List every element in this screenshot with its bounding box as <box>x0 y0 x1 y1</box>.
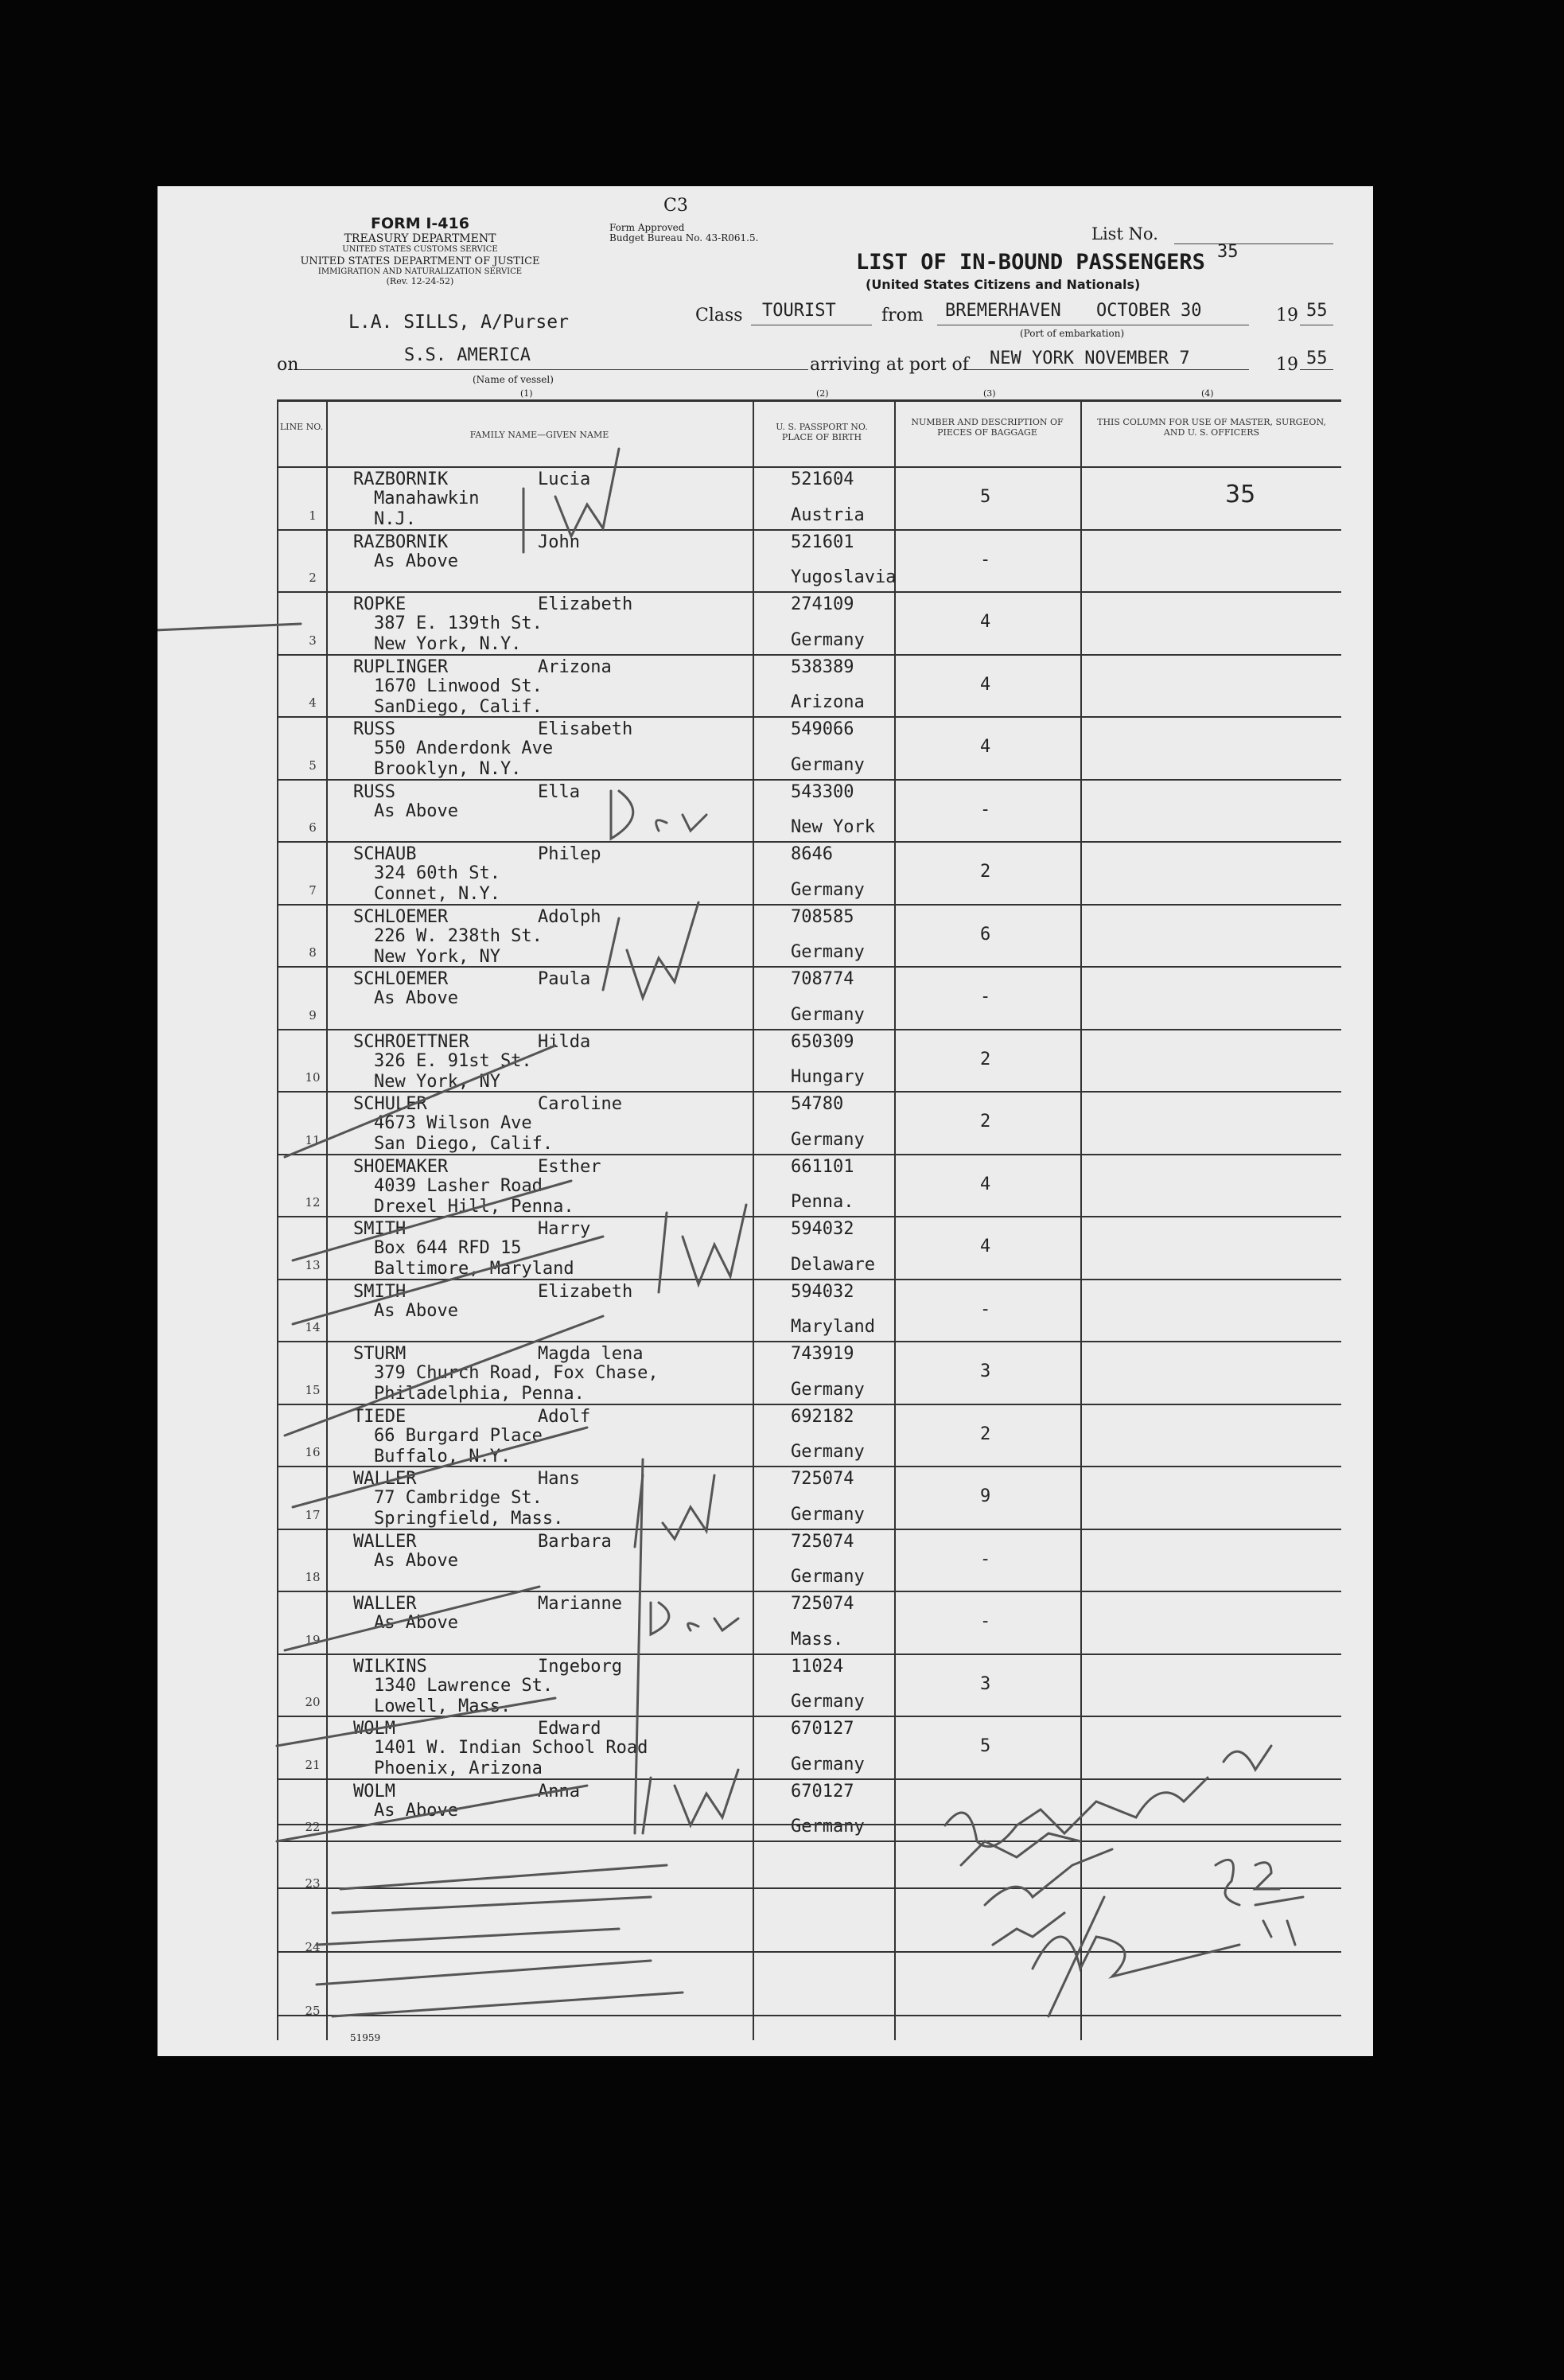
form-dept-ins: IMMIGRATION AND NATURALIZATION SERVICE <box>317 267 523 276</box>
passport-number: 650309 <box>791 1031 854 1052</box>
baggage-count: 2 <box>980 1424 991 1444</box>
given-name: Marianne <box>538 1594 622 1614</box>
family-name: WALLER <box>353 1469 417 1489</box>
baggage-count: 5 <box>980 1736 991 1756</box>
baggage-count: 2 <box>980 1112 991 1132</box>
address-line: 324 60th St. <box>374 863 500 883</box>
address-line: As Above <box>374 800 458 821</box>
family-name: WALLER <box>353 1531 417 1552</box>
line-number: 15 <box>305 1382 321 1397</box>
address-line: Buffalo, N.Y. <box>374 1446 512 1467</box>
line-number: 19 <box>305 1632 321 1647</box>
given-name: John <box>538 532 580 552</box>
family-name: ROPKE <box>353 594 407 614</box>
address-line: Drexel Hill, Penna. <box>374 1196 574 1217</box>
place-of-birth: Mass. <box>791 1629 844 1650</box>
port-of-embarkation-caption: (Port of embarkation) <box>1020 328 1125 339</box>
family-name: WOLM <box>353 1719 395 1739</box>
place-of-birth: Germany <box>791 629 865 650</box>
line-number: 6 <box>309 820 317 835</box>
baggage-count: - <box>980 987 991 1007</box>
given-name: Hans <box>538 1469 580 1489</box>
baggage-count: - <box>980 799 991 820</box>
address-line: San Diego, Calif. <box>374 1134 554 1154</box>
address-line: 326 E. 91st St. <box>374 1050 532 1071</box>
baggage-count: 3 <box>980 1361 991 1381</box>
place-of-birth: Germany <box>791 754 865 775</box>
arrival-year-underline <box>1300 369 1333 370</box>
given-name: Ella <box>538 781 580 802</box>
table-row <box>158 1029 1373 1092</box>
address-line: 77 Cambridge St. <box>374 1488 543 1508</box>
form-name: FORM I-416 <box>371 215 469 232</box>
place-of-birth: Arizona <box>791 692 865 712</box>
col-header-line-no: LINE NO. <box>279 422 324 432</box>
baggage-count: - <box>980 1548 991 1569</box>
place-of-birth: Germany <box>791 1379 865 1400</box>
family-name: WOLM <box>353 1781 395 1802</box>
arrival-year-prefix: 19 <box>1276 355 1298 375</box>
baggage-count: 4 <box>980 1237 991 1256</box>
row-rule <box>277 1887 1341 1889</box>
place-of-birth: Germany <box>791 1817 865 1837</box>
line-number: 17 <box>305 1507 321 1522</box>
tally-stroke <box>340 1865 667 1889</box>
given-name: Barbara <box>538 1531 612 1552</box>
from-label: from <box>881 306 924 325</box>
baggage-count: 4 <box>980 1174 991 1194</box>
time-annotation <box>1216 1860 1303 1945</box>
passport-number: 594032 <box>791 1219 854 1239</box>
family-name: WALLER <box>353 1594 417 1614</box>
tally-stroke <box>317 1961 651 1985</box>
arrival-year: 55 <box>1306 349 1328 368</box>
row-rule <box>277 1951 1341 1953</box>
arriving-underline <box>967 369 1249 370</box>
passport-number: 549066 <box>791 719 854 739</box>
row-rule <box>277 1824 1341 1825</box>
given-name: Caroline <box>538 1094 622 1114</box>
family-name: SCHULER <box>353 1094 427 1114</box>
address-line: 550 Anderdonk Ave <box>374 738 554 758</box>
given-name: Hilda <box>538 1031 591 1052</box>
passport-number: 661101 <box>791 1156 854 1177</box>
given-name: Elizabeth <box>538 1281 633 1302</box>
family-name: SMITH <box>353 1281 407 1302</box>
place-of-birth: Germany <box>791 1692 865 1712</box>
family-name: SCHLOEMER <box>353 969 449 989</box>
address-line: Phoenix, Arizona <box>374 1759 543 1778</box>
passport-number: 538389 <box>791 656 854 677</box>
row-rule <box>277 1841 1341 1842</box>
line-number: 13 <box>305 1257 321 1272</box>
passport-number: 743919 <box>791 1344 854 1364</box>
place-of-birth: Germany <box>791 1442 865 1462</box>
vessel-underline <box>298 369 808 370</box>
baggage-count: - <box>980 549 991 570</box>
address-line: 4673 Wilson Ave <box>374 1113 532 1133</box>
class-value: TOURIST <box>762 301 836 321</box>
address-line: N.J. <box>374 509 416 529</box>
given-name: Elizabeth <box>538 594 633 614</box>
vessel-caption: (Name of vessel) <box>473 374 554 385</box>
form-revision: (Rev. 12-24-52) <box>386 276 454 286</box>
address-line: 226 W. 238th St. <box>374 925 543 946</box>
line-number: 14 <box>305 1320 321 1334</box>
given-name: Anna <box>538 1781 580 1802</box>
table-row <box>158 1404 1373 1467</box>
baggage-count: 9 <box>980 1486 991 1506</box>
inspector-signature <box>993 1913 1064 1945</box>
family-name: RAZBORNIK <box>353 532 449 552</box>
line-number: 3 <box>309 633 317 648</box>
line-number: 25 <box>305 2004 321 2018</box>
passport-number: 725074 <box>791 1531 854 1552</box>
table-row <box>158 1716 1373 1778</box>
table-row <box>158 1529 1373 1591</box>
place-of-birth: Austria <box>791 504 865 525</box>
address-line: New York, NY <box>374 1071 500 1092</box>
from-date: OCTOBER 30 <box>1096 301 1202 321</box>
line-number: 9 <box>309 1007 317 1023</box>
column-number-3: (3) <box>983 388 996 399</box>
tally-stroke <box>317 1929 619 1945</box>
column-number-2: (2) <box>816 388 829 399</box>
table-row <box>158 1654 1373 1716</box>
form-dept-customs: UNITED STATES CUSTOMS SERVICE <box>342 245 498 254</box>
line-number: 23 <box>305 1876 321 1891</box>
tally-stroke <box>333 1897 651 1913</box>
form-block <box>261 215 579 286</box>
passport-number: 274109 <box>791 594 854 614</box>
on-label: on <box>277 355 299 375</box>
officer-note: 35 <box>1225 481 1256 508</box>
table-bottom-rule <box>277 2015 1341 2016</box>
passport-number: 521604 <box>791 469 854 489</box>
passport-number: 11024 <box>791 1656 844 1677</box>
line-number: 10 <box>305 1070 321 1085</box>
table-row <box>158 1341 1373 1404</box>
list-no-value: 35 <box>1217 242 1239 262</box>
given-name: Magda lena <box>538 1344 644 1364</box>
line-number: 5 <box>309 758 317 773</box>
address-line: Connet, N.Y. <box>374 884 500 904</box>
address-line: As Above <box>374 988 458 1008</box>
place-of-birth: Germany <box>791 1754 865 1774</box>
table-row <box>158 1091 1373 1154</box>
baggage-count: 4 <box>980 674 991 695</box>
address-line: As Above <box>374 1300 458 1321</box>
given-name: Edward <box>538 1719 601 1739</box>
table-row <box>158 1279 1373 1342</box>
table-row <box>158 529 1373 592</box>
form-dept-treasury: TREASURY DEPARTMENT <box>344 232 496 245</box>
address-line: As Above <box>374 1613 458 1633</box>
given-name: Harry <box>538 1219 591 1239</box>
passport-number: 521601 <box>791 532 854 552</box>
baggage-count: - <box>980 1611 991 1631</box>
line-number: 21 <box>305 1757 321 1772</box>
family-name: RUSS <box>353 781 395 802</box>
family-name: SCHAUB <box>353 844 417 864</box>
table-row <box>158 716 1373 779</box>
place-of-birth: Yugoslavia <box>791 567 897 587</box>
table-row <box>158 1216 1373 1279</box>
address-line: 1340 Lawrence St. <box>374 1675 554 1696</box>
place-of-birth: Penna. <box>791 1192 854 1212</box>
passport-number: 594032 <box>791 1281 854 1302</box>
family-name: STURM <box>353 1344 407 1364</box>
line-number: 24 <box>305 1940 321 1954</box>
line-number: 4 <box>309 695 317 710</box>
approval-line-2: Budget Bureau No. 43-R061.5. <box>609 232 759 243</box>
table-row <box>158 841 1373 904</box>
address-line: Manahawkin <box>374 489 480 508</box>
passport-number: 8646 <box>791 844 833 864</box>
passport-number: 54780 <box>791 1094 844 1114</box>
table-row <box>158 966 1373 1029</box>
arriving-label: arriving at port of <box>810 355 969 375</box>
line-number: 2 <box>309 571 317 585</box>
address-line: SanDiego, Calif. <box>374 696 543 717</box>
family-name: TIEDE <box>353 1406 407 1427</box>
place-of-birth: Delaware <box>791 1254 875 1275</box>
address-line: As Above <box>374 1550 458 1571</box>
address-line: 1670 Linwood St. <box>374 676 543 696</box>
passport-number: 670127 <box>791 1781 854 1802</box>
family-name: SHOEMAKER <box>353 1156 449 1177</box>
col-header-officers: THIS COLUMN FOR USE OF MASTER, SURGEON, AND U. S. OFFICERS <box>1097 417 1326 438</box>
address-line: 1401 W. Indian School Road <box>374 1738 648 1758</box>
passport-number: 543300 <box>791 781 854 802</box>
family-name: RAZBORNIK <box>353 469 449 489</box>
table-top-rule <box>277 399 1341 402</box>
tally-stroke <box>333 1992 683 2016</box>
passport-number: 725074 <box>791 1469 854 1489</box>
from-port: BREMERHAVEN <box>945 301 1061 321</box>
vessel-name: S.S. AMERICA <box>404 345 531 365</box>
baggage-count: 4 <box>980 612 991 632</box>
address-line: As Above <box>374 1800 458 1821</box>
baggage-count: 4 <box>980 737 991 757</box>
col-header-name: FAMILY NAME—GIVEN NAME <box>469 430 609 440</box>
line-number: 22 <box>305 1820 321 1834</box>
line-number: 20 <box>305 1695 321 1709</box>
list-no-underline <box>1174 243 1333 244</box>
line-number: 16 <box>305 1445 321 1459</box>
line-number: 1 <box>309 508 317 523</box>
given-name: Paula <box>538 969 591 989</box>
inspector-signature <box>1049 1897 1104 2016</box>
given-name: Philep <box>538 844 601 864</box>
column-number-4: (4) <box>1201 388 1214 399</box>
baggage-count: 6 <box>980 924 991 945</box>
baggage-count: 2 <box>980 862 991 882</box>
line-number: 18 <box>305 1570 321 1584</box>
address-line: 387 E. 139th St. <box>374 614 543 633</box>
baggage-count: - <box>980 1299 991 1319</box>
place-of-birth: New York <box>791 817 875 837</box>
address-line: Brooklyn, N.Y. <box>374 759 522 779</box>
family-name: RUSS <box>353 719 395 739</box>
passport-number: 670127 <box>791 1719 854 1739</box>
baggage-count: 5 <box>980 487 991 507</box>
place-of-birth: Germany <box>791 1567 865 1587</box>
line-number: 11 <box>305 1132 321 1147</box>
purser-name: L.A. SILLS, A/Purser <box>348 312 569 333</box>
given-name: Elisabeth <box>538 719 633 739</box>
from-year: 55 <box>1306 301 1328 321</box>
family-name: SMITH <box>353 1219 407 1239</box>
place-of-birth: Germany <box>791 1504 865 1525</box>
form-subtitle: (United States Citizens and Nationals) <box>866 277 1141 292</box>
place-of-birth: Maryland <box>791 1317 875 1337</box>
manifest-page <box>158 186 1373 2056</box>
given-name: Arizona <box>538 656 612 677</box>
family-name: SCHLOEMER <box>353 906 449 927</box>
place-of-birth: Germany <box>791 1129 865 1150</box>
table-row <box>158 466 1373 529</box>
given-name: Esther <box>538 1156 601 1177</box>
from-year-prefix: 19 <box>1276 306 1298 325</box>
address-line: 66 Burgard Place <box>374 1425 543 1446</box>
given-name: Lucia <box>538 469 591 489</box>
table-row <box>158 1778 1373 1841</box>
line-number: 8 <box>309 945 317 960</box>
place-of-birth: Germany <box>791 1004 865 1025</box>
address-line: 379 Church Road, Fox Chase, <box>374 1363 659 1383</box>
table-row <box>158 1466 1373 1529</box>
address-line: Baltimore, Maryland <box>374 1259 574 1279</box>
place-of-birth: Germany <box>791 942 865 962</box>
address-line: New York, NY <box>374 946 500 967</box>
family-name: SCHROETTNER <box>353 1031 469 1052</box>
col-header-baggage: NUMBER AND DESCRIPTION OF PIECES OF BAGGAGE <box>911 417 1064 438</box>
address-line: Box 644 RFD 15 <box>374 1238 522 1258</box>
baggage-count: 2 <box>980 1049 991 1069</box>
baggage-count: 3 <box>980 1673 991 1694</box>
place-of-birth: Hungary <box>791 1067 865 1087</box>
form-dept-justice: UNITED STATES DEPARTMENT OF JUSTICE <box>300 255 540 267</box>
passport-number: 708585 <box>791 906 854 927</box>
table-row <box>158 1591 1373 1654</box>
arrival-port-date: NEW YORK NOVEMBER 7 <box>990 349 1190 368</box>
line-number: 7 <box>309 882 317 898</box>
table-row <box>158 779 1373 842</box>
inspector-signature <box>1033 1937 1239 1977</box>
table-row <box>158 1154 1373 1217</box>
address-line: 4039 Lasher Road <box>374 1175 543 1196</box>
place-of-birth: Germany <box>791 879 865 900</box>
column-number-1: (1) <box>520 388 533 399</box>
given-name: Adolf <box>538 1406 591 1427</box>
form-title: LIST OF IN-BOUND PASSENGERS <box>856 250 1205 275</box>
table-row <box>158 904 1373 967</box>
address-line: As Above <box>374 551 458 571</box>
table-row <box>158 591 1373 654</box>
family-name: WILKINS <box>353 1656 427 1677</box>
passport-number: 708774 <box>791 969 854 989</box>
class-label: Class <box>695 306 743 325</box>
approval-line-1: Form Approved <box>609 222 685 233</box>
stamp-c3: C3 <box>663 196 688 216</box>
address-line: Lowell, Mass. <box>374 1696 512 1716</box>
address-line: New York, N.Y. <box>374 634 522 654</box>
inspector-signature <box>985 1849 1112 1905</box>
list-no-label: List No. <box>1091 224 1158 243</box>
table-row <box>158 654 1373 717</box>
given-name: Ingeborg <box>538 1656 622 1677</box>
given-name: Adolph <box>538 906 601 927</box>
address-line: Springfield, Mass. <box>374 1509 564 1529</box>
footer-code: 51959 <box>350 2032 381 2043</box>
form-approval <box>609 223 758 243</box>
line-number: 12 <box>305 1195 321 1209</box>
col-header-passport: U. S. PASSPORT NO. PLACE OF BIRTH <box>776 422 868 442</box>
address-line: Philadelphia, Penna. <box>374 1384 585 1404</box>
passport-number: 725074 <box>791 1594 854 1614</box>
family-name: RUPLINGER <box>353 656 449 677</box>
passport-number: 692182 <box>791 1406 854 1427</box>
